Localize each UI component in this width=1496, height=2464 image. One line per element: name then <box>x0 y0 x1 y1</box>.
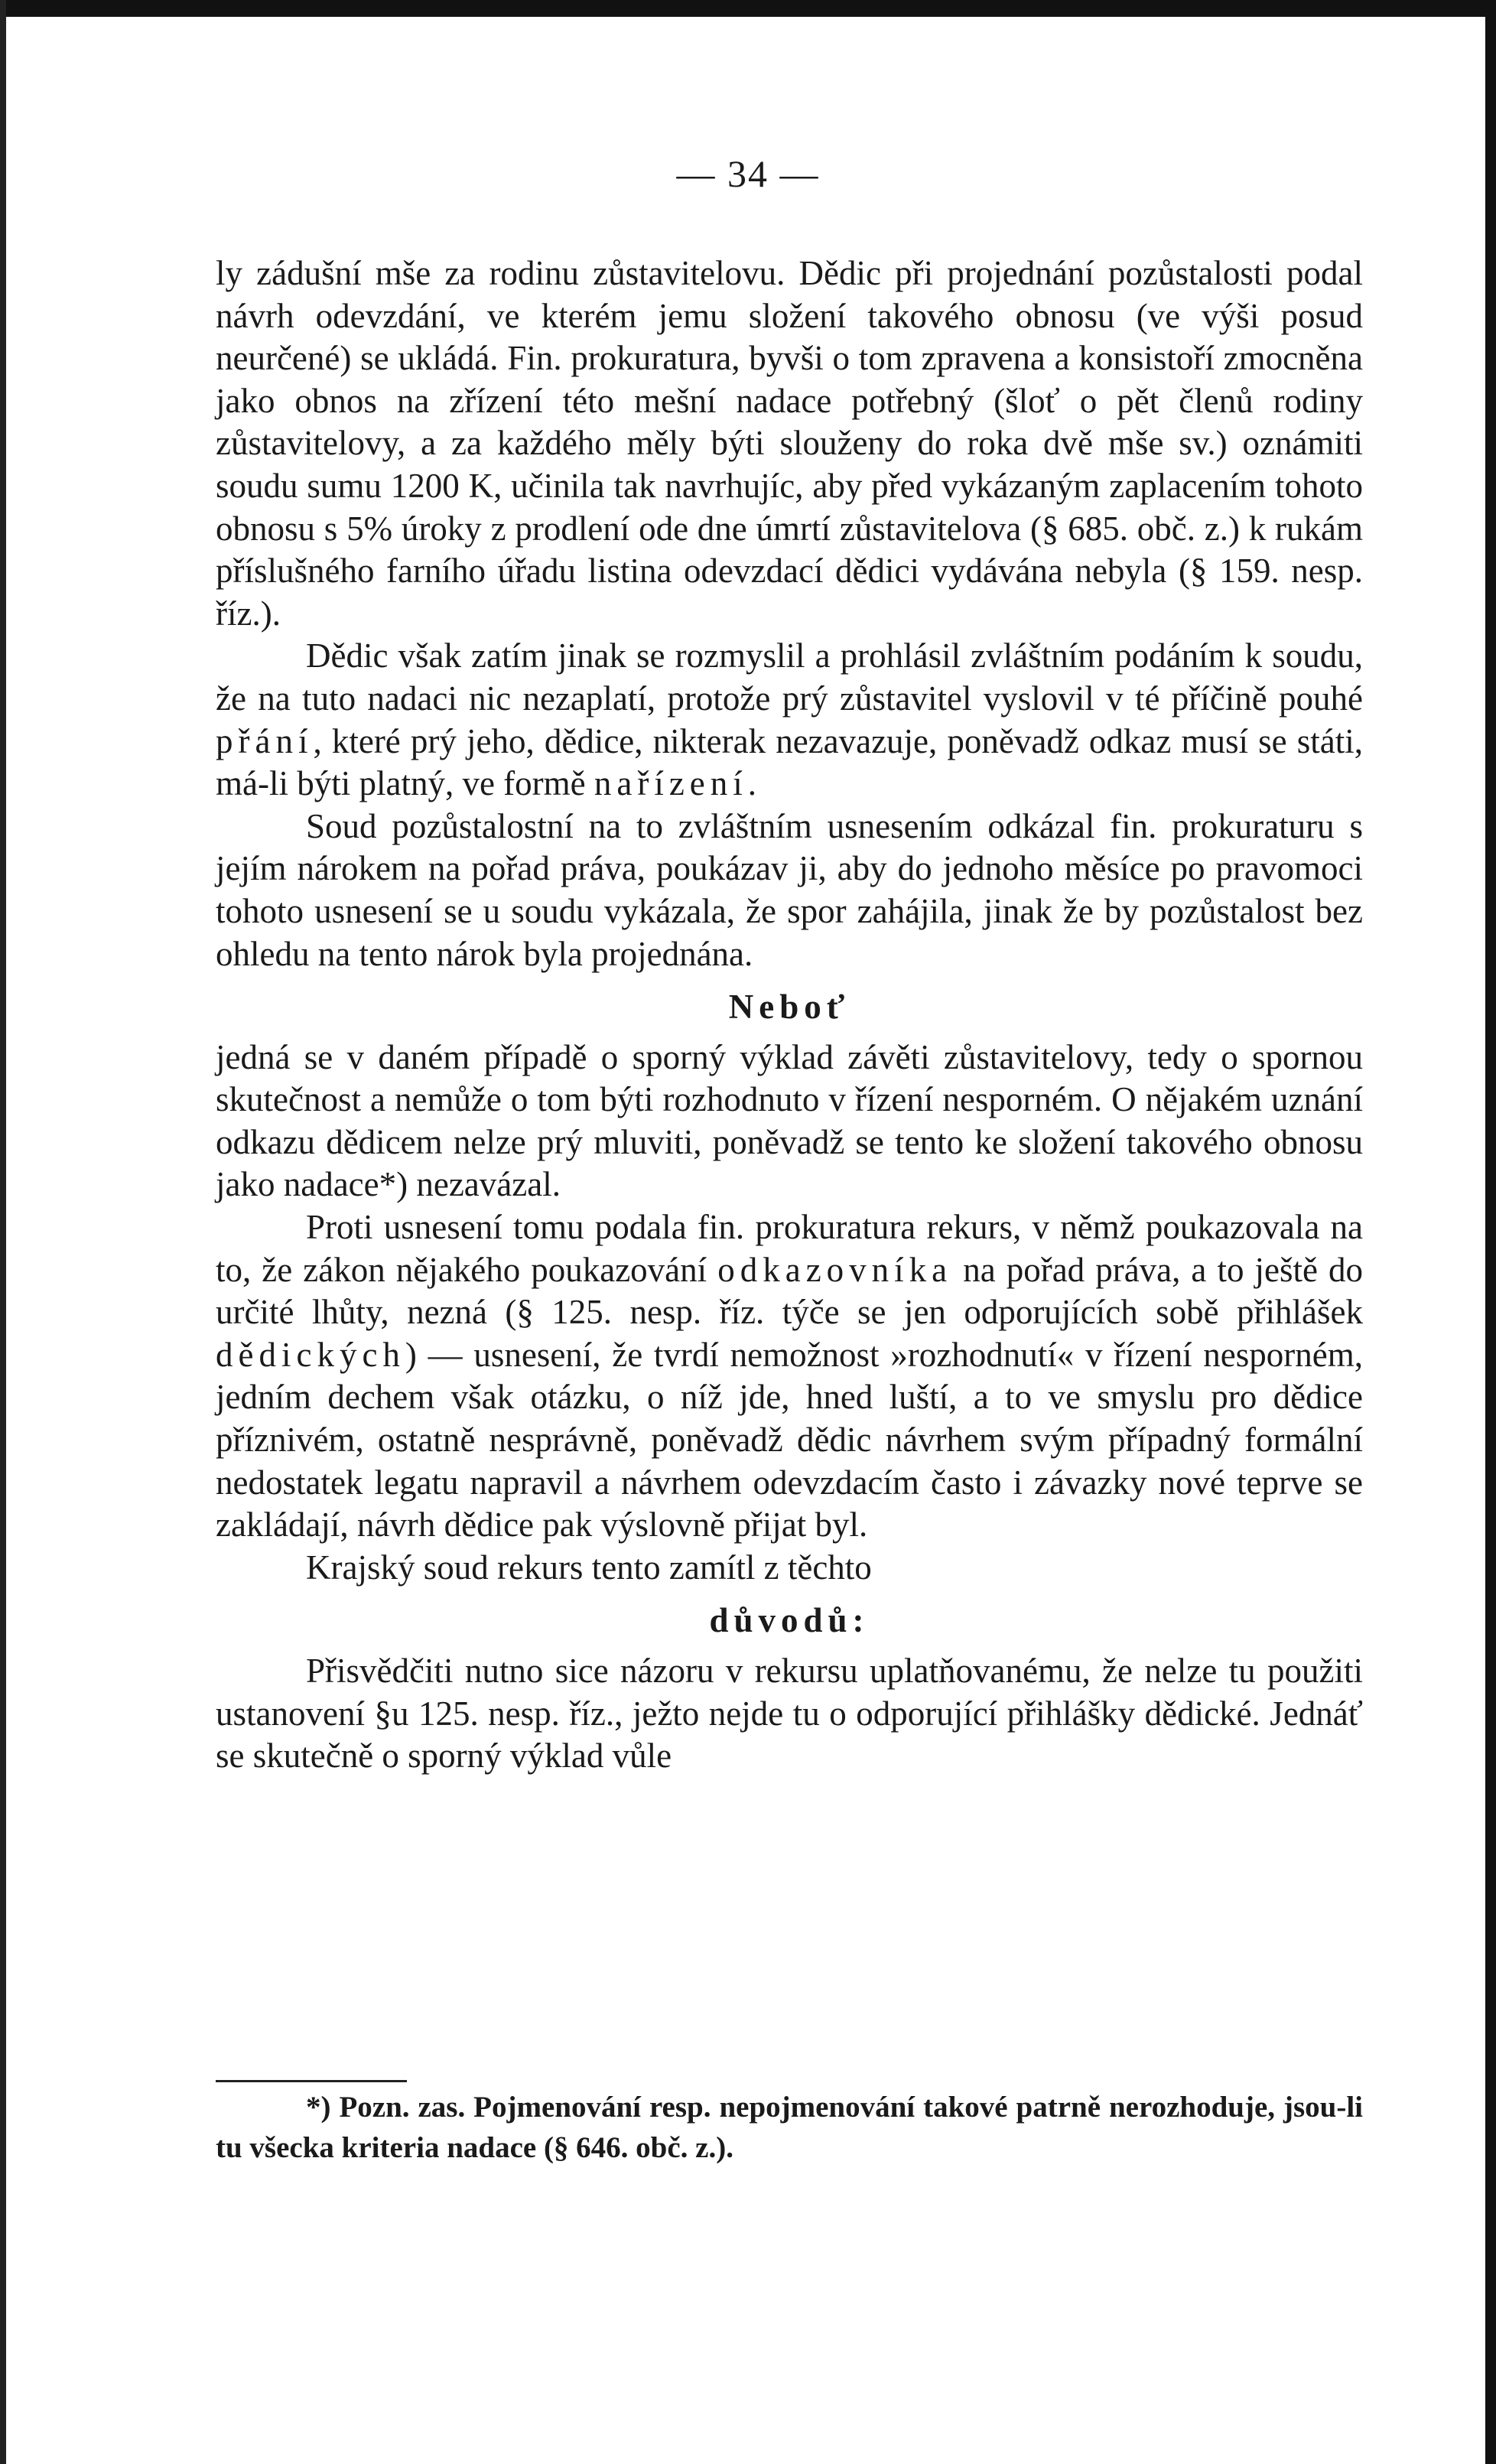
spaced-emphasis: odkazovníka <box>717 1250 953 1289</box>
footnote-text: *) Pozn. zas. Pojmenování resp. nepojmenování takové patrně nerozhoduje, jsou-li tu všecka kriteria nadace (§ 646. obč. z.). <box>216 2091 1363 2164</box>
spaced-emphasis: dědických <box>216 1335 405 1374</box>
scan-top-edge <box>0 0 1496 17</box>
body-text <box>216 252 1363 1778</box>
paragraph: Proti usnesení tomu podala fin. prokuratura rekurs, v němž poukazovala na to, že zákon nějakého poukazování odkazovníka na pořad práva, a to ještě do určité lhůty, nezná (§ 125. nesp. říz. týče se jen odporujících sobě přihlášek dědických) — usnesení, že tvrdí nemožnost »rozhodnutí« v řízení nesporném, jedním dechem však otázku, o níž jde, hned luští, a to ve smyslu pro dědice příznivém, ostatně nesprávně, poněvadž dědic návrhem svým případný formální nedostatek legatu napravil a návrhem odevzdacím často i závazky nové teprve se zakládají, návrh dědice pak výslovně přijat byl. <box>216 1208 1363 1544</box>
section-heading: důvodů: <box>709 1601 870 1640</box>
paragraph: Krajský soud rekurs tento zamítl z těchto <box>306 1548 872 1587</box>
footnote-rule <box>216 2080 407 2082</box>
footnote <box>216 2087 1363 2168</box>
spaced-emphasis: nařízení <box>594 764 748 803</box>
page-number: — 34 — <box>676 152 820 195</box>
paragraph: jedná se v daném případě o sporný výklad závěti zůstavitelovy, tedy o spornou skutečnost a nemůže o tom býti rozhodnuto v řízení nesporném. O nějakém uznání odkazu dědicem nelze prý mluviti, poněvadž se tento ke složení takového obnosu jako nadace*) nezavázal. <box>216 1037 1363 1204</box>
paragraph: Dědic však zatím jinak se rozmyslil a prohlásil zvláštním podáním k soudu, že na tuto nadaci nic nezaplatí, protože prý zůstavitel vyslovil v té příčině pouhé přání, které prý jeho, dědice, nikterak nezavazuje, poněvadž odkaz musí se státi, má-li býti platný, ve formě nařízení. <box>216 636 1363 803</box>
paragraph: ly zádušní mše za rodinu zůstavitelovu. Dědic při projednání pozůstalosti podal návrh odevzdání, ve kterém jemu složení takového obnosu (ve výši posud neurčené) se ukládá. Fin. prokuratura, byvši o tom zpravena a konsistoří zmocněna jako obnos na zřízení této mešní nadace potřebný (šloť o pět členů rodiny zůstavitelovy, a za každého měly býti slouženy do roka dvě mše sv.) oznámiti soudu sumu 1200 K, učinila tak navrhujíc, aby před vykázaným zaplacením tohoto obnosu s 5% úroky z prodlení ode dne úmrtí zůstavitelova (§ 685. obč. z.) k rukám příslušného farního úřadu listina odevzdací dědici vydávána nebyla (§ 159. nesp. říz.). <box>216 254 1363 633</box>
section-heading: Neboť <box>728 988 850 1027</box>
scan-right-edge <box>1485 0 1496 2464</box>
scan-left-edge <box>0 0 6 2464</box>
paragraph: Přisvědčiti nutno sice názoru v rekursu uplatňovanému, že nelze tu použiti ustanovení §u 125. nesp. říz., ježto nejde tu o odporující přihlášky dědické. Jednáť se skutečně o sporný výklad vůle <box>216 1652 1363 1776</box>
paragraph: Soud pozůstalostní na to zvláštním usnesením odkázal fin. prokuraturu s jejím nárokem na pořad práva, poukázav ji, aby do jednoho měsíce po pravomoci tohoto usnesení se u soudu vykázala, že spor zahájila, jinak že by pozůstalost bez ohledu na tento nárok byla projednána. <box>216 806 1363 973</box>
spaced-emphasis: přání <box>216 721 314 760</box>
